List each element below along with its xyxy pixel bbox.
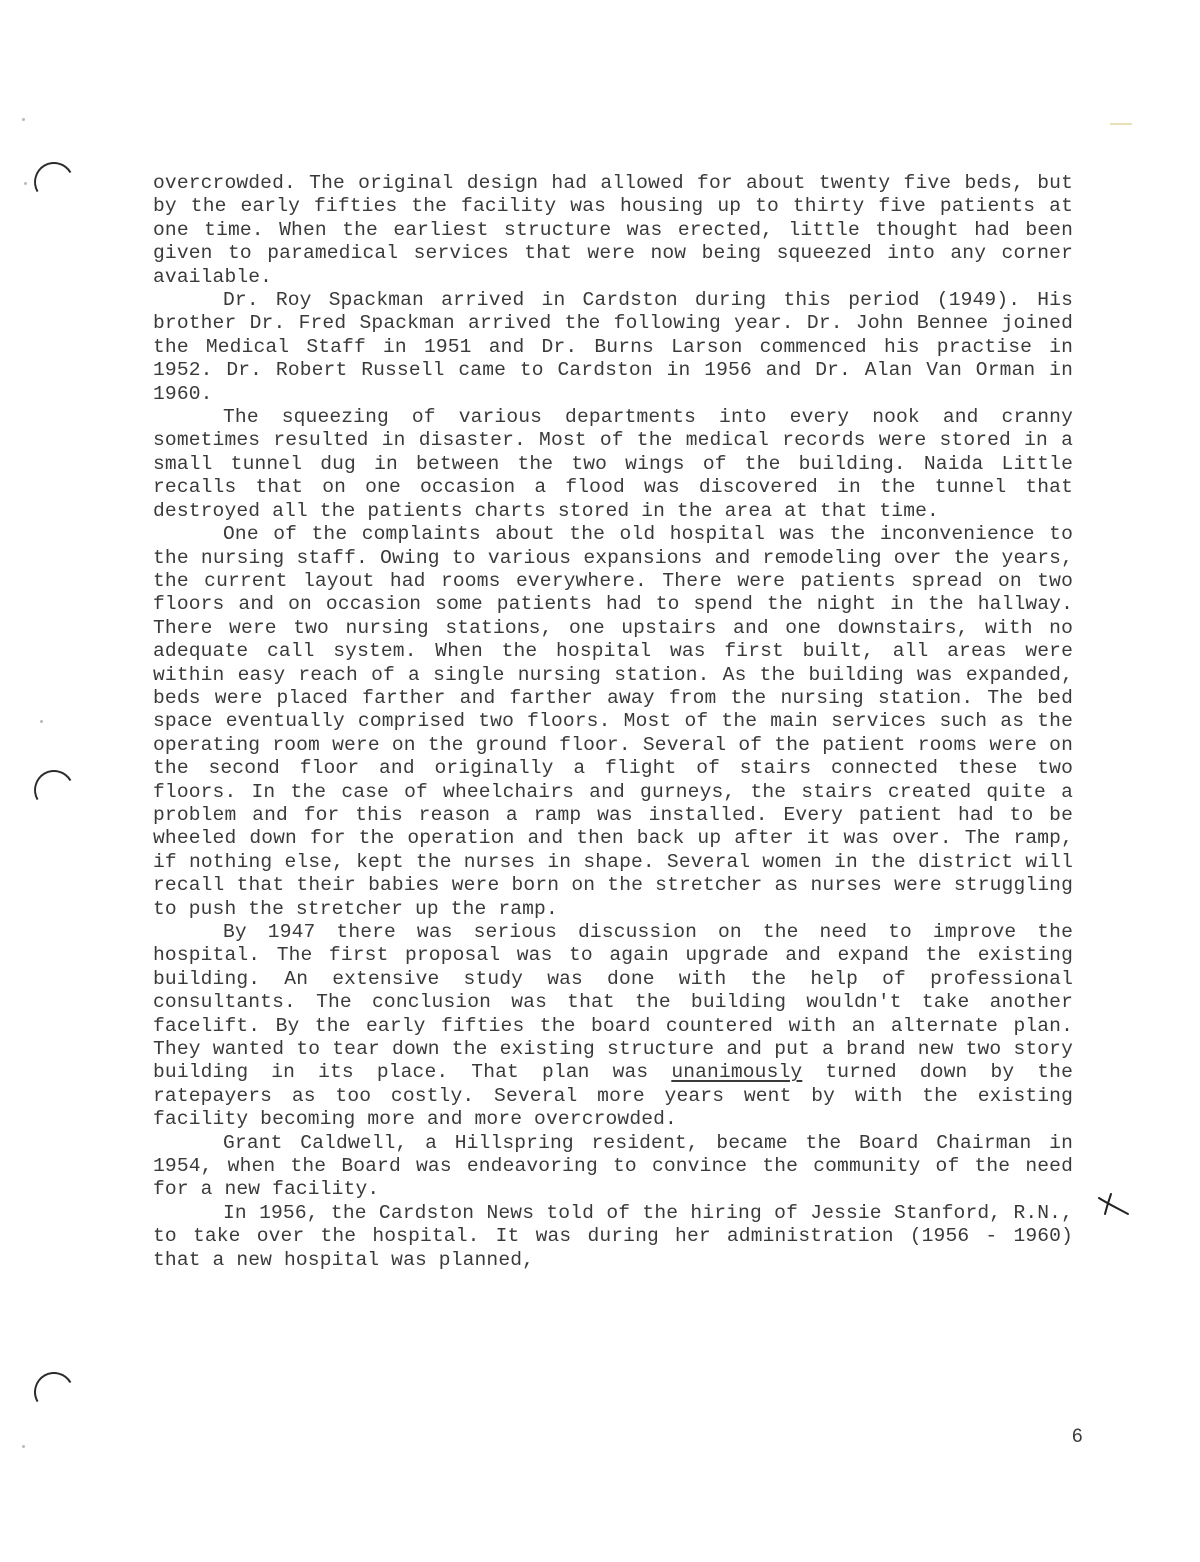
paper-speck — [40, 720, 43, 723]
document-body — [153, 172, 1073, 1272]
paragraph: Dr. Roy Spackman arrived in Cardston during this period (1949). His brother Dr. Fred Spackman arrived the following year. Dr. John Bennee joined the Medical Staff in 1951 and Dr. Burns Larson commenced his practise in 1952. Dr. Robert Russell came to Cardston in 1956 and Dr. Alan Van Orman in 1960. — [153, 289, 1073, 405]
paragraph: overcrowded. The original design had allowed for about twenty five beds, but by the early fifties the facility was housing up to thirty five patients at one time. When the earliest structure was erected, little thought had been given to paramedical services that were now being squeezed into any corner available. — [153, 172, 1073, 288]
paragraph: Grant Caldwell, a Hillspring resident, became the Board Chairman in 1954, when the Board was endeavoring to convince the community of the need for a new facility. — [153, 1131, 1073, 1201]
paragraph: In 1956, the Cardston News told of the hiring of Jessie Stanford, R.N., to take over the hospital. It was during her administration (1956 - 1960) that a new hospital was planned, — [153, 1201, 1073, 1271]
paper-speck — [22, 1445, 25, 1448]
paragraph: The squeezing of various departments into every nook and cranny sometimes resulted in disaster. Most of the medical records were stored in a small tunnel dug in between the two wings of the building. Naida Little recalls that on one occasion a flood was discovered in the tunnel that destroyed all the patients charts stored in the area at that time. — [153, 406, 1073, 522]
handwritten-check-mark-icon — [1095, 1192, 1131, 1218]
paper-smudge — [1110, 123, 1132, 125]
paper-speck — [22, 118, 25, 121]
paragraph-text: By 1947 there was serious discussion on the need to improve the hospital. The first proposal was to again upgrade and expand the existing building. An extensive study was done with the help of professional consultants. The conclusion was that the building wouldn't take another facelift. By the early fifties the board countered with an alternate plan. They wanted to tear down the existing structure and put a brand new two story building in its place. That plan was — [153, 921, 1073, 1084]
binder-punch-hole — [30, 158, 79, 207]
paragraph — [153, 921, 1073, 1132]
binder-punch-hole — [30, 766, 79, 815]
paper-speck — [24, 182, 27, 185]
page-number: 6 — [1072, 1426, 1083, 1447]
underlined-word: unanimously — [671, 1061, 803, 1084]
binder-punch-hole — [30, 1368, 79, 1417]
paragraph: One of the complaints about the old hospital was the inconvenience to the nursing staff. Owing to various expansions and remodeling over the years, the current layout had rooms everywhere. There were patients spread on two floors and on occasion some patients had to spend the night in the hallway. There were two nursing stations, one upstairs and one downstairs, with no adequate call system. When the hospital was first built, all areas were within easy reach of a single nursing station. As the building was expanded, beds were placed farther and farther away from the nursing station. The bed space eventually comprised two floors. Most of the main services such as the operating room were on the ground floor. Several of the patient rooms were on the second floor and originally a flight of stairs connected these two floors. In the case of wheelchairs and gurneys, the stairs created quite a problem and for this reason a ramp was installed. Every patient had to be wheeled down for the operation and then back up after it was over. The ramp, if nothing else, kept the nurses in shape. Several women in the district will recall that their babies were born on the stretcher as nurses were struggling to push the stretcher up the ramp. — [153, 523, 1073, 920]
paragraph-text: turned down by the ratepayers as too costly. Several more years went by with the existing facility becoming more and more overcrowded. — [153, 1061, 1073, 1131]
